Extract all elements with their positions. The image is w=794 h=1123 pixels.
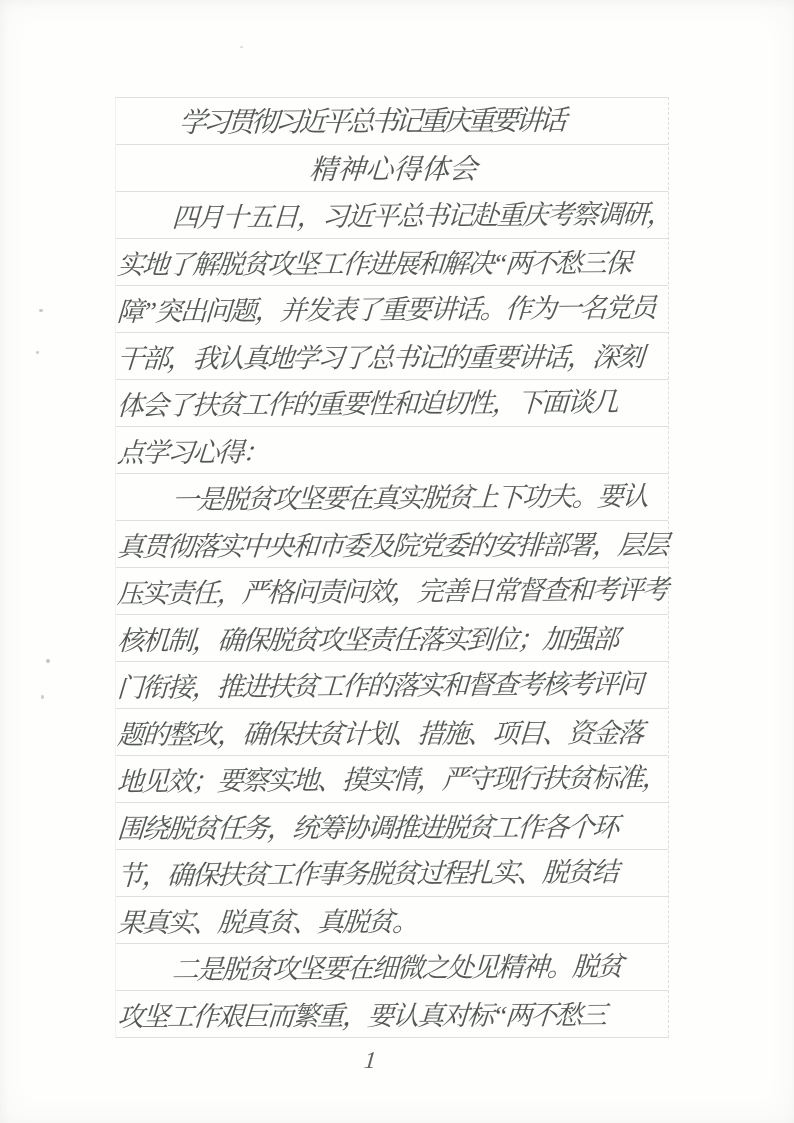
- text-line: [116, 756, 668, 803]
- scan-speck: [39, 309, 43, 312]
- text-line: [116, 944, 668, 991]
- text-line: [116, 239, 668, 286]
- document-title-line: [116, 98, 668, 145]
- text-line: [116, 427, 668, 474]
- line-text: 压实责任，严格问责问效，完善日常督查和考评考: [116, 574, 668, 609]
- line-text: 体会了扶贫工作的重要性和迫切性，下面谈几: [116, 387, 618, 421]
- page-number: 1: [362, 1048, 378, 1074]
- text-line: [116, 286, 668, 333]
- line-text: 障”突出问题，并发表了重要讲话。作为一名党员: [116, 292, 656, 327]
- text-line: [116, 991, 668, 1038]
- title-text: 学习贯彻习近平总书记重庆重要讲话: [178, 105, 564, 139]
- text-line: [116, 850, 668, 897]
- text-line: [116, 521, 668, 568]
- text-line: [116, 615, 668, 662]
- scan-speck: [36, 351, 39, 354]
- text-line: [116, 333, 668, 380]
- line-text: 果真实、脱真贫、真脱贫。: [116, 906, 419, 938]
- text-line: [116, 709, 668, 756]
- line-text: 攻坚工作艰巨而繁重，要认真对标“两不愁三: [116, 1000, 607, 1032]
- line-text: 一是脱贫攻坚要在真实脱贫上下功夫。要认: [171, 481, 648, 515]
- line-text: 题的整改，确保扶贫计划、措施、项目、资金落: [116, 718, 644, 750]
- scan-speck: [41, 695, 44, 699]
- line-text: 围绕脱贫任务，统筹协调推进脱贫工作各个环: [116, 812, 619, 844]
- ruled-writing-area: [115, 97, 673, 1038]
- text-line: [116, 380, 668, 427]
- line-text: 二是脱贫攻坚要在细微之处见精神。脱贫: [171, 951, 623, 985]
- line-text: 地见效；要察实地、摸实情，严守现行扶贫标准，: [116, 762, 668, 797]
- line-text: 点学习心得：: [116, 437, 269, 468]
- line-text: 实地了解脱贫攻坚工作进展和解决“两不愁三保: [116, 248, 632, 280]
- text-line: [116, 803, 668, 850]
- line-text: 核机制，确保脱贫攻坚责任落实到位；加强部: [116, 624, 619, 656]
- text-line: [116, 897, 668, 944]
- text-line: [116, 192, 673, 239]
- line-text: 干部，我认真地学习了总书记的重要讲话，深刻: [116, 342, 644, 374]
- text-line: [116, 662, 668, 709]
- line-text: 节，确保扶贫工作事务脱贫过程扎实、脱贫结: [116, 857, 618, 891]
- subtitle-text: 精神心得体会: [308, 154, 479, 186]
- line-text: 四月十五日，习近平总书记赴重庆考察调研，: [171, 199, 673, 233]
- text-line: [116, 474, 668, 521]
- line-text: 真贯彻落实中央和市委及院党委的安排部署，层层: [116, 530, 669, 562]
- line-text: 门衔接，推进扶贫工作的落实和督查考核考评问: [116, 668, 643, 703]
- scan-speck: [46, 659, 50, 663]
- text-line: [116, 568, 668, 615]
- document-subtitle-line: [116, 145, 668, 192]
- scan-speck: [240, 46, 243, 48]
